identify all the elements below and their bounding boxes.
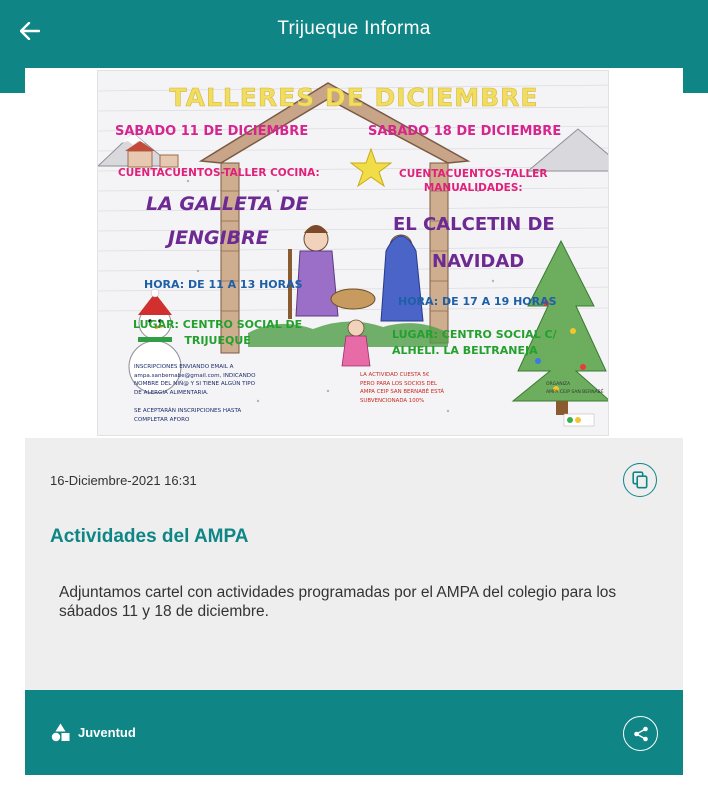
poster-cost-line2: PERO PARA LOS SOCIOS DEL xyxy=(360,380,438,387)
poster-place-1-line1: LUGAR: CENTRO SOCIAL DE xyxy=(133,318,303,331)
poster-inscriptions xyxy=(134,363,256,397)
poster-place-1 xyxy=(133,317,302,349)
poster-workshop-1-title-line1: LA GALLETA DE xyxy=(146,193,309,215)
poster-organizer xyxy=(546,381,604,397)
poster-place-2-line1: LUGAR: CENTRO SOCIAL C/ xyxy=(392,328,557,341)
poster-container xyxy=(25,68,683,438)
poster-title: TALLERES DE DICIEMBRE xyxy=(169,83,539,112)
poster-workshop-2-title-line1: EL CALCETIN DE xyxy=(393,214,555,235)
poster-organizer-line1: ORGANIZA xyxy=(546,382,571,387)
post-title: Actividades del AMPA xyxy=(50,526,249,547)
poster-capacity-line2: COMPLETAR AFORO xyxy=(134,416,190,423)
share-icon xyxy=(633,726,649,742)
poster-hours-1: HORA: DE 11 A 13 HORAS xyxy=(144,278,303,291)
poster-place-1-line2: TRIJUEQUE xyxy=(184,334,251,347)
poster-inscriptions-line2: ampa.sanbernabe@gmail.com, INDICANDO xyxy=(134,372,256,379)
news-card xyxy=(25,68,683,775)
page-title: Trijueque Informa xyxy=(277,18,431,39)
copy-button[interactable] xyxy=(623,463,657,497)
poster-workshop-2-label-line1: CUENTACUENTOS-TALLER xyxy=(399,168,548,180)
card-footer xyxy=(25,690,683,775)
poster-inscriptions-line1: INSCRIPCIONES ENVIANDO EMAIL A xyxy=(134,364,234,370)
category-tag[interactable] xyxy=(51,723,136,742)
poster-place-2-line2: ALHELI. LA BELTRANEJA xyxy=(392,344,538,357)
poster-place-2 xyxy=(392,327,557,359)
poster-cost xyxy=(360,371,444,405)
poster-cost-line3: AMPA CEIP SAN BERNABÉ ESTÁ xyxy=(360,389,445,395)
poster-capacity-line1: SE ACEPTARÁN INSCRIPCIONES HASTA xyxy=(134,408,242,414)
post-date: 16-Diciembre-2021 16:31 xyxy=(50,473,197,488)
poster-capacity xyxy=(134,407,241,424)
poster-cost-line1: LA ACTIVIDAD CUESTA 5€ xyxy=(360,372,430,378)
poster-image[interactable] xyxy=(97,70,609,436)
poster-inscriptions-line4: DE ALERGIA ALIMENTARIA. xyxy=(134,389,209,396)
poster-date-2: SABADO 18 DE DICIEMBRE xyxy=(368,124,562,139)
share-button[interactable] xyxy=(623,716,658,751)
poster-date-1: SABADO 11 DE DICIEMBRE xyxy=(115,124,309,139)
poster-workshop-2-title-line2: NAVIDAD xyxy=(432,251,525,272)
poster-cost-line4: SUBVENCIONADA 100% xyxy=(360,397,425,404)
poster-hours-2: HORA: DE 17 A 19 HORAS xyxy=(398,295,557,308)
post-body: Adjuntamos cartel con actividades programadas por el AMPA del colegio para los sábados 11 y 18 de diciembre. xyxy=(59,584,617,620)
poster-organizer-line2: AMPA CEIP SAN BERNABÉ xyxy=(546,390,604,395)
poster-workshop-2-label xyxy=(399,167,547,195)
poster-workshop-1-label: CUENTACUENTOS-TALLER COCINA: xyxy=(118,167,320,179)
shapes-icon xyxy=(51,723,70,742)
category-label: Juventud xyxy=(78,725,136,740)
poster-workshop-2-label-line2: MANUALIDADES: xyxy=(423,182,523,194)
poster-inscriptions-line3: NOMBRE DEL NIÑ@ Y SI TIENE ALGÚN TIPO xyxy=(134,381,256,387)
poster-workshop-1-title-line2: JENGIBRE xyxy=(168,227,269,249)
copy-icon xyxy=(632,471,648,489)
